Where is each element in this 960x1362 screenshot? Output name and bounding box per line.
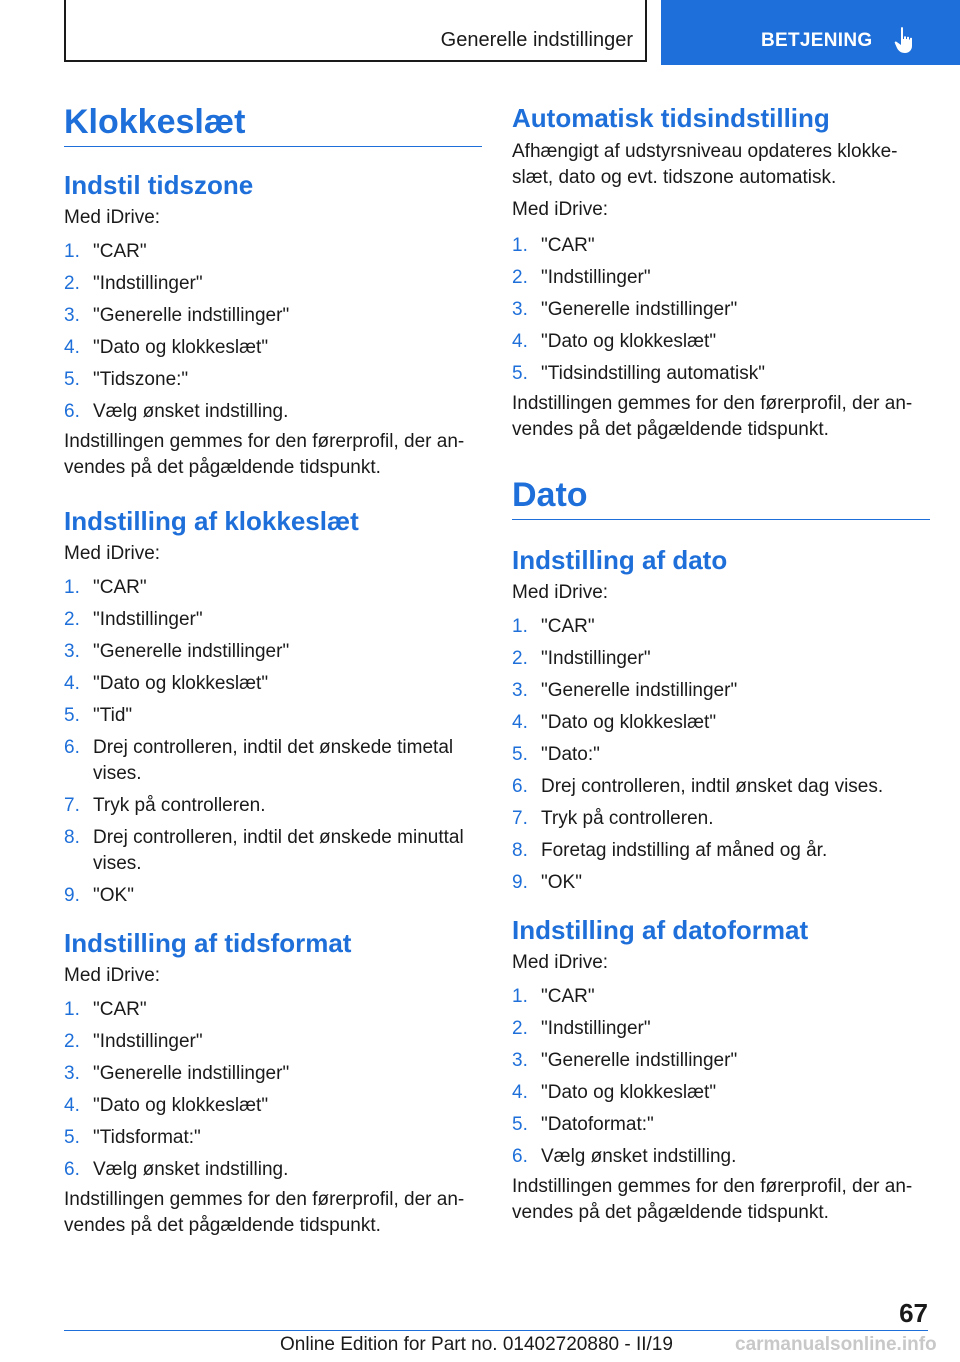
step-list bbox=[64, 575, 482, 909]
step-text: "Generelle indstillinger" bbox=[541, 299, 738, 320]
list-item bbox=[512, 1080, 930, 1106]
list-item bbox=[512, 1112, 930, 1138]
list-item bbox=[512, 806, 930, 832]
step-number: 2. bbox=[64, 609, 80, 630]
step-number: 4. bbox=[64, 1095, 80, 1116]
step-text: "Tidszone:" bbox=[93, 369, 189, 390]
list-item bbox=[512, 646, 930, 672]
list-item bbox=[512, 265, 930, 291]
chapter-title: BETJENING bbox=[761, 30, 873, 51]
step-text: Tryk på controlleren. bbox=[93, 795, 266, 816]
pointing-hand-icon bbox=[894, 26, 920, 54]
step-text: Vælg ønsket indstilling. bbox=[93, 401, 289, 422]
step-number: 1. bbox=[512, 986, 528, 1007]
list-item bbox=[64, 1029, 482, 1055]
intro-text: Med iDrive: bbox=[512, 199, 609, 220]
step-number: 3. bbox=[512, 1050, 528, 1071]
edition-note: Online Edition for Part no. 01402720880 - II/19 bbox=[280, 1334, 673, 1355]
step-number: 6. bbox=[64, 1159, 80, 1180]
step-text: Tryk på controlleren. bbox=[541, 808, 714, 829]
list-item bbox=[512, 678, 930, 704]
step-number: 7. bbox=[64, 795, 80, 816]
step-list bbox=[512, 233, 930, 387]
list-item bbox=[512, 710, 930, 736]
step-text: "Indstillinger" bbox=[93, 1031, 203, 1052]
step-text: "Indstillinger" bbox=[541, 267, 651, 288]
page-number: 67 bbox=[899, 1298, 928, 1328]
list-item bbox=[64, 703, 482, 729]
step-text: "Dato og klokkeslæt" bbox=[541, 331, 717, 352]
note-text: Indstillingen gemmes for den førerprofil, der an‐vendes på det pågældende tidspunkt. bbox=[64, 431, 465, 478]
heading-tidsformat: Indstilling af tidsformat bbox=[64, 928, 352, 958]
list-item bbox=[64, 239, 482, 265]
list-item bbox=[64, 735, 482, 787]
section-tab bbox=[64, 0, 647, 62]
title-rule bbox=[512, 519, 930, 520]
list-item bbox=[64, 997, 482, 1023]
step-list bbox=[512, 614, 930, 896]
step-number: 3. bbox=[64, 305, 80, 326]
list-item bbox=[64, 303, 482, 329]
note-text: Indstillingen gemmes for den førerprofil, der an‐vendes på det pågældende tidspunkt. bbox=[512, 1176, 913, 1223]
list-item bbox=[512, 1016, 930, 1042]
section-title: Generelle indstillinger bbox=[440, 29, 633, 51]
step-list bbox=[64, 997, 482, 1183]
step-text: "Dato og klokkeslæt" bbox=[541, 1082, 717, 1103]
step-text: "CAR" bbox=[541, 616, 595, 637]
step-text: Drej controlleren, indtil det ønskede minuttal vises. bbox=[93, 827, 464, 874]
step-text: "Generelle indstillinger" bbox=[93, 1063, 290, 1084]
step-number: 1. bbox=[512, 616, 528, 637]
intro-text: Afhængigt af udstyrsniveau opdateres klokke‐slæt, dato og evt. tidszone automatisk. bbox=[512, 141, 898, 188]
list-item bbox=[64, 335, 482, 361]
step-number: 6. bbox=[512, 776, 528, 797]
step-text: "CAR" bbox=[541, 986, 595, 1007]
chapter-tab bbox=[661, 0, 960, 65]
heading-automatisk: Automatisk tidsindstilling bbox=[512, 103, 830, 133]
list-item bbox=[64, 575, 482, 601]
step-number: 9. bbox=[64, 885, 80, 906]
intro-text: Med iDrive: bbox=[64, 543, 161, 564]
step-number: 6. bbox=[64, 401, 80, 422]
step-number: 1. bbox=[64, 241, 80, 262]
step-number: 4. bbox=[64, 337, 80, 358]
step-text: "CAR" bbox=[93, 999, 147, 1020]
step-number: 9. bbox=[512, 872, 528, 893]
step-list bbox=[512, 984, 930, 1170]
step-text: "CAR" bbox=[541, 235, 595, 256]
heading-tidszone: Indstil tidszone bbox=[64, 170, 254, 200]
step-number: 4. bbox=[512, 712, 528, 733]
step-text: "Generelle indstillinger" bbox=[93, 305, 290, 326]
list-item bbox=[512, 297, 930, 323]
step-number: 4. bbox=[512, 331, 528, 352]
step-number: 2. bbox=[512, 1018, 528, 1039]
step-text: "Indstillinger" bbox=[93, 273, 203, 294]
step-text: "Dato og klokkeslæt" bbox=[93, 673, 269, 694]
list-item bbox=[512, 870, 930, 896]
step-text: "Tidsformat:" bbox=[93, 1127, 201, 1148]
step-number: 5. bbox=[512, 744, 528, 765]
list-item bbox=[64, 1061, 482, 1087]
list-item bbox=[64, 367, 482, 393]
list-item bbox=[512, 329, 930, 355]
list-item bbox=[64, 639, 482, 665]
list-item bbox=[512, 774, 930, 800]
note-text: Indstillingen gemmes for den førerprofil, der an‐vendes på det pågældende tidspunkt. bbox=[64, 1189, 465, 1236]
list-item bbox=[64, 1093, 482, 1119]
step-number: 7. bbox=[512, 808, 528, 829]
page-header bbox=[0, 0, 960, 66]
step-number: 2. bbox=[64, 273, 80, 294]
step-number: 4. bbox=[64, 673, 80, 694]
step-text: "Indstillinger" bbox=[93, 609, 203, 630]
step-number: 2. bbox=[64, 1031, 80, 1052]
step-number: 1. bbox=[64, 577, 80, 598]
list-item bbox=[64, 793, 482, 819]
step-text: "Generelle indstillinger" bbox=[93, 641, 290, 662]
step-text: Foretag indstilling af måned og år. bbox=[541, 840, 828, 861]
step-number: 1. bbox=[512, 235, 528, 256]
heading-klokkeslaet: Indstilling af klokkeslæt bbox=[64, 506, 359, 536]
list-item bbox=[512, 984, 930, 1010]
list-item bbox=[64, 825, 482, 877]
step-number: 1. bbox=[64, 999, 80, 1020]
intro-text: Med iDrive: bbox=[512, 952, 609, 973]
list-item bbox=[64, 399, 482, 425]
step-number: 4. bbox=[512, 1082, 528, 1103]
list-item bbox=[64, 1157, 482, 1183]
watermark: carmanualsonline.info bbox=[735, 1334, 937, 1355]
right-column bbox=[512, 100, 930, 1226]
footer-rule bbox=[64, 1330, 928, 1331]
step-text: "Dato:" bbox=[541, 744, 600, 765]
step-number: 6. bbox=[512, 1146, 528, 1167]
step-number: 8. bbox=[512, 840, 528, 861]
step-text: "Generelle indstillinger" bbox=[541, 1050, 738, 1071]
note-text: Indstillingen gemmes for den førerprofil, der an‐vendes på det pågældende tidspunkt. bbox=[512, 393, 913, 440]
list-item bbox=[512, 742, 930, 768]
heading-datoformat: Indstilling af datoformat bbox=[512, 915, 809, 945]
step-text: "Tidsindstilling automatisk" bbox=[541, 363, 765, 384]
step-number: 3. bbox=[64, 641, 80, 662]
intro-text: Med iDrive: bbox=[64, 965, 161, 986]
step-number: 5. bbox=[64, 705, 80, 726]
step-text: "OK" bbox=[93, 885, 134, 906]
step-number: 5. bbox=[512, 1114, 528, 1135]
list-item bbox=[512, 233, 930, 259]
step-text: "Dato og klokkeslæt" bbox=[93, 1095, 269, 1116]
step-list bbox=[64, 239, 482, 425]
step-text: "Tid" bbox=[93, 705, 133, 726]
step-number: 6. bbox=[64, 737, 80, 758]
left-column bbox=[64, 100, 482, 1239]
title-dato: Dato bbox=[512, 476, 588, 514]
list-item bbox=[64, 883, 482, 909]
step-text: Vælg ønsket indstilling. bbox=[541, 1146, 737, 1167]
list-item bbox=[512, 361, 930, 387]
step-text: Drej controlleren, indtil det ønskede timetal vises. bbox=[93, 737, 454, 784]
heading-dato: Indstilling af dato bbox=[512, 545, 728, 575]
step-text: "Datoformat:" bbox=[541, 1114, 654, 1135]
step-number: 3. bbox=[512, 299, 528, 320]
step-number: 2. bbox=[512, 648, 528, 669]
title-rule bbox=[64, 146, 482, 147]
step-text: "Indstillinger" bbox=[541, 1018, 651, 1039]
list-item bbox=[512, 614, 930, 640]
step-text: "CAR" bbox=[93, 577, 147, 598]
list-item bbox=[64, 271, 482, 297]
list-item bbox=[512, 1144, 930, 1170]
step-text: "OK" bbox=[541, 872, 582, 893]
step-number: 5. bbox=[64, 1127, 80, 1148]
title-klokkeslaet: Klokkeslæt bbox=[64, 103, 246, 141]
step-text: "Dato og klokkeslæt" bbox=[93, 337, 269, 358]
step-text: Vælg ønsket indstilling. bbox=[93, 1159, 289, 1180]
step-number: 2. bbox=[512, 267, 528, 288]
step-text: Drej controlleren, indtil ønsket dag vises. bbox=[541, 776, 884, 797]
intro-text: Med iDrive: bbox=[64, 207, 161, 228]
list-item bbox=[64, 671, 482, 697]
list-item bbox=[512, 838, 930, 864]
list-item bbox=[64, 1125, 482, 1151]
step-text: "Indstillinger" bbox=[541, 648, 651, 669]
step-number: 3. bbox=[512, 680, 528, 701]
intro-text: Med iDrive: bbox=[512, 582, 609, 603]
step-text: "CAR" bbox=[93, 241, 147, 262]
list-item bbox=[64, 607, 482, 633]
step-number: 5. bbox=[64, 369, 80, 390]
step-text: "Dato og klokkeslæt" bbox=[541, 712, 717, 733]
list-item bbox=[512, 1048, 930, 1074]
step-number: 8. bbox=[64, 827, 80, 848]
step-text: "Generelle indstillinger" bbox=[541, 680, 738, 701]
step-number: 5. bbox=[512, 363, 528, 384]
step-number: 3. bbox=[64, 1063, 80, 1084]
